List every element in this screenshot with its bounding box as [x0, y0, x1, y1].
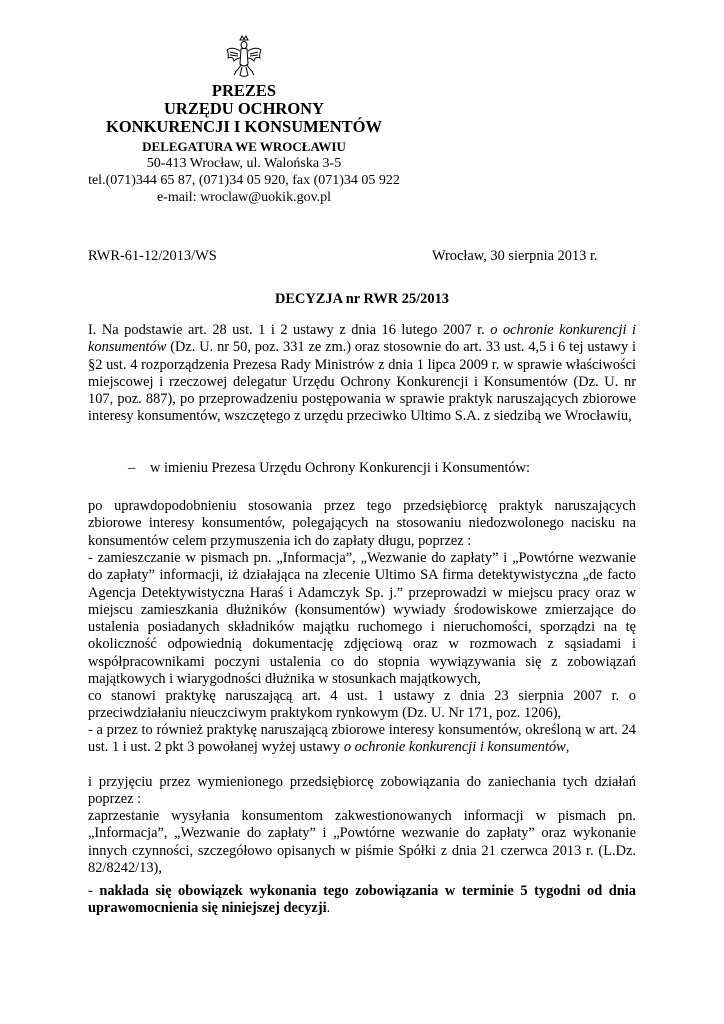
paragraph-legal-qualification: co stanowi praktykę naruszającą art. 4 ust. 1 ustawy z dnia 23 sierpnia 2007 r. o przeciwdziałaniu nieuczciwym praktykom rynkowym (Dz. U. Nr 171, poz. 1206), — [88, 688, 636, 722]
paragraph-commitment-details: zaprzestanie wysyłania konsumentom zakwestionowanych informacji w pismach pn. „Informacja”, „Wezwanie do zapłaty” i „Powtórne wezwanie do zapłaty” oraz wykonanie innych czynności, szczegółowo opisanych w piśmie Spółki z dnia 21 czerwca 2013 r. (L.Dz. 82/8242/13), — [88, 808, 636, 876]
header-email: e-mail: wroclaw@uokik.gov.pl — [156, 190, 332, 205]
paragraph-obligation — [88, 883, 636, 918]
header-address: 50-413 Wrocław, ul. Walońska 3-5 — [146, 156, 342, 171]
paragraph-practice-description: - zamieszczanie w pismach pn. „Informacja”, „Wezwanie do zapłaty” i „Powtórne wezwanie do zapłaty” informacji, iż działająca na zlecenie Ultimo SA firma detektywistyczna „de facto Agencja Detektywistyczna Haraś i Adamczyk Sp. j.” przeprowadzi w miejscu pracy oraz w miejscu zamieszkania dłużników (konsumentów) wywiady środowiskowe zmierzające do ustalenia posiadanych składników majątku ruchomego i nieruchomości, sporządzi na tę okoliczność odpowiednią dokumentację zdjęciową oraz w rozmowach z sąsiadami i współpracownikami poczyni ustalenia co do stopnia wywiązywania się z zobowiązań majątkowych i wiarygodności dłużnika w stosunkach majątkowych, — [88, 550, 636, 688]
p1-text-a: I. Na podstawie art. 28 ust. 1 i 2 ustawy z dnia 16 lutego 2007 r. — [88, 322, 491, 338]
header-line-prezes: PREZES — [211, 81, 277, 100]
decision-title: DECYZJA nr RWR 25/2013 — [275, 291, 449, 307]
paragraph-legal-basis — [88, 322, 636, 426]
p2-act-title: o ochronie konkurencji i konsumentów — [343, 739, 566, 756]
p1-act-title: o ochronie konkurencji i konsumentów — [88, 322, 636, 356]
header-phones: tel.(071)344 65 87, (071)34 05 920, fax (071)34 05 922 — [88, 173, 400, 188]
header-line-urzad: URZĘDU OCHRONY — [164, 99, 324, 118]
case-reference: RWR-61-12/2013/WS — [88, 248, 217, 264]
paragraph-collective-interest — [88, 722, 636, 757]
obligation-text: - nakłada się obowiązek wykonania tego zobowiązania w terminie 5 tygodni od dnia uprawomocnienia się niniejszej decyzji — [88, 883, 636, 917]
polish-eagle-emblem-icon — [224, 34, 264, 80]
dash-bullet: – — [128, 460, 136, 476]
header-line-konkurencji: KONKURENCJI I KONSUMENTÓW — [106, 117, 382, 136]
p2-d1: - a przez to również praktykę naruszającą zbiorowe interesy konsumentów, określoną w art. 24 ust. 1 i ust. 2 pkt 3 powołanej wyżej ustawy — [88, 722, 636, 756]
paragraph-commitment: i przyjęciu przez wymienionego przedsiębiorcę zobowiązania do zaniechania tych działań poprzez : — [88, 774, 636, 808]
p1-text-c: (Dz. U. nr 50, poz. 331 ze zm.) oraz stosownie do art. 33 ust. 4,5 i 6 tej ustawy i §2 ust. 4 rozporządzenia Prezesa Rady Ministrów z dnia 1 lipca 2009 r. w sprawie właściwości miejscowej i rzeczowej delegatur Urzędu Ochrony Konkurencji i Konsumentów (Dz. U. nr 107, poz. 887), po przeprowadzeniu postępowania w sprawie praktyk naruszających zbiorowe interesy konsumentów, wszczętego z urzędu przeciwko Ultimo S.A. z siedzibą we Wrocławiu, — [88, 339, 636, 425]
obligation-end: . — [326, 900, 331, 917]
p2-d3: , — [565, 739, 570, 756]
header-delegatura: DELEGATURA WE WROCŁAWIU — [142, 139, 346, 154]
paragraph-findings-intro: po uprawdopodobnieniu stosowania przez tego przedsiębiorcę praktyk naruszających zbiorowe interesy konsumentów, polegających na stosowaniu niedozwolonego nacisku na konsumentów celem przymuszenia ich do zapłaty długu, poprzez : — [88, 498, 636, 549]
document-date: Wrocław, 30 sierpnia 2013 r. — [432, 248, 598, 264]
dash-item-text: w imieniu Prezesa Urzędu Ochrony Konkurencji i Konsumentów: — [150, 460, 531, 476]
